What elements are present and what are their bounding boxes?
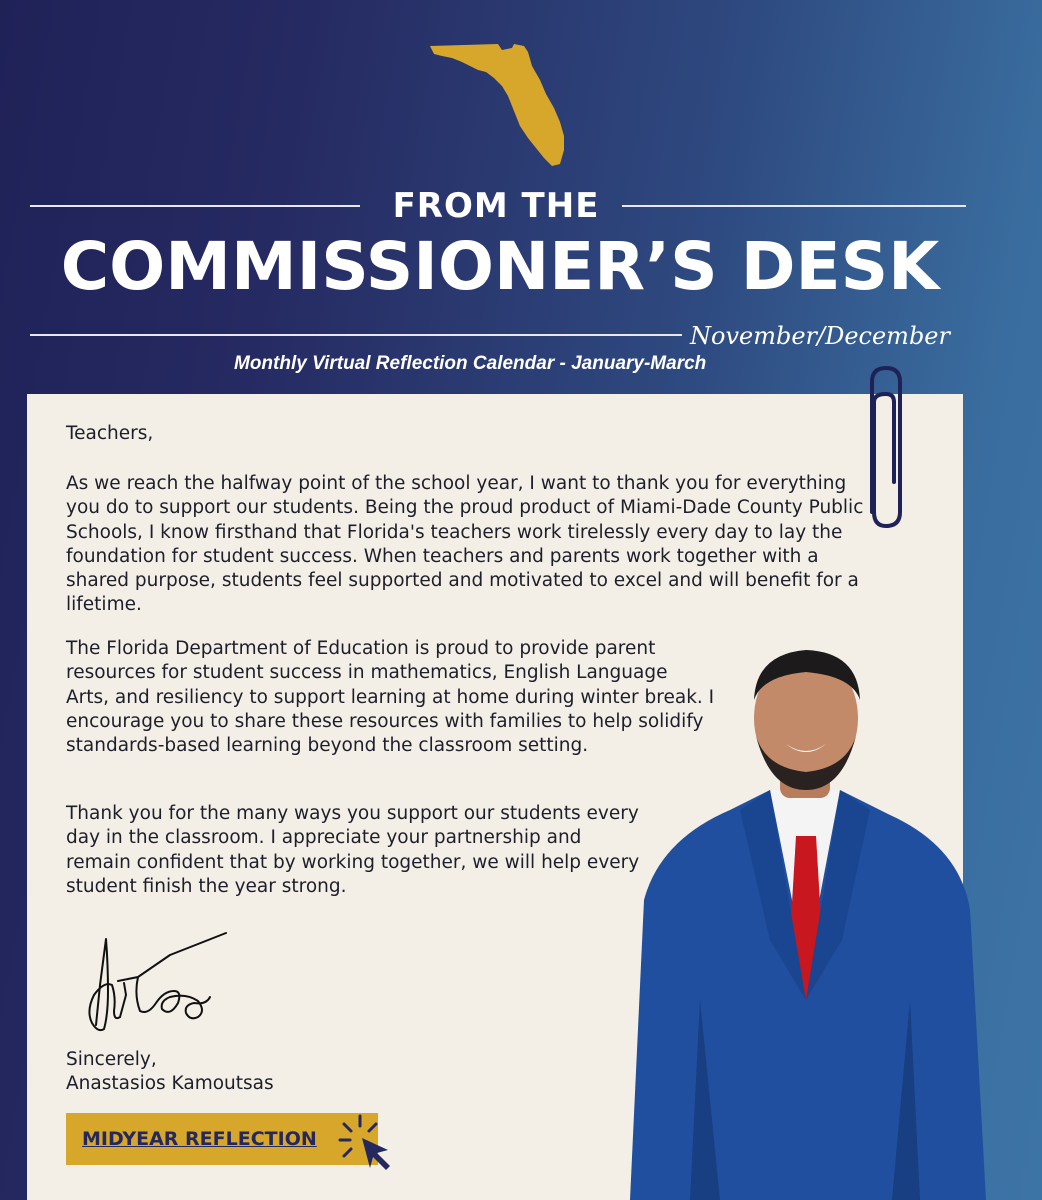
paperclip-icon [860,362,912,532]
header-rule-left [30,205,360,207]
issue-label: November/December [690,322,950,350]
portrait-photo [620,640,992,1200]
letter-paragraph: As we reach the halfway point of the school year, I want to thank you for everything you do to support our students. Being the proud product of Miami-Dade County Public Schools, I know firsthand that Florida's teachers work tirelessly every day to lay the foundation for student success. When teachers and parents work together with a shared purpose, students feel supported and motivated to excel and will benefit for a lifetime. [66,473,864,616]
signature-image [78,925,238,1037]
letter-paragraph: Thank you for the many ways you support our students every day in the classroom. I appreciate your partnership and remain confident that by working together, we will help every student finish the year strong. [66,803,640,897]
subtitle: Monthly Virtual Reflection Calendar - January-March [234,353,707,374]
midyear-reflection-button[interactable] [66,1113,378,1165]
click-cursor-icon [336,1112,396,1172]
closing: Sincerely, [66,1049,157,1070]
greeting: Teachers, [66,423,154,444]
letter-paragraph: The Florida Department of Education is proud to provide parent resources for student success in mathematics, English Language Arts, and resiliency to support learning at home during winter break. I encourage you to share these resources with families to help solidify standards-based learning beyond the classroom setting. [66,638,715,757]
signer-name: Anastasios Kamoutsas [66,1073,274,1094]
header-rule-bottom [30,334,682,336]
florida-map-icon [428,40,568,168]
page-title: COMMISSIONER’S DESK [60,228,940,305]
midyear-reflection-label: MIDYEAR REFLECTION [82,1128,317,1150]
header-rule-right [622,205,966,207]
header-line1: FROM THE [392,186,600,226]
